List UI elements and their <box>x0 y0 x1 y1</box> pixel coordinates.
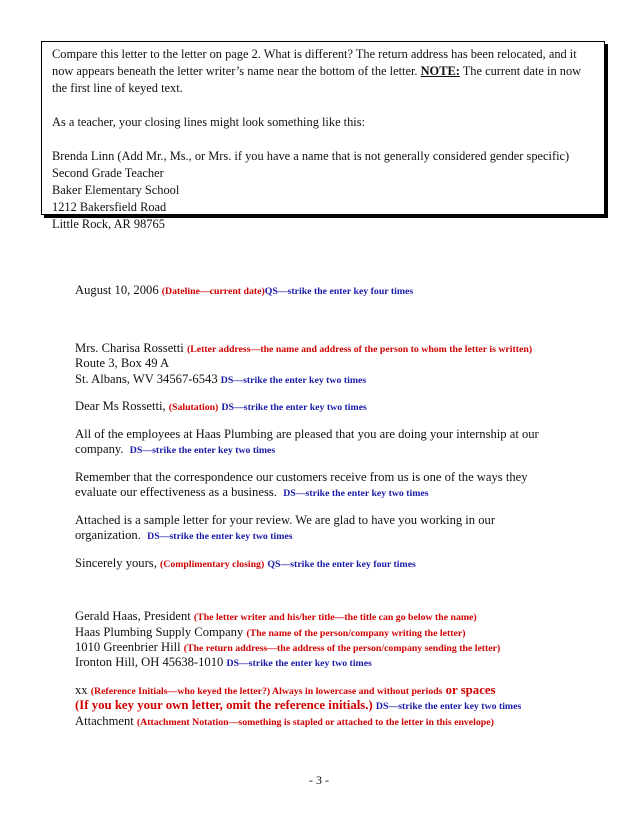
teacher-intro: As a teacher, your closing lines might look something like this: <box>52 115 366 129</box>
reference-initials: xx (Reference Initials—who keyed the letter?) Always in lowercase and without periods or spaces <box>75 683 496 697</box>
sample-signature-name: Brenda Linn (Add Mr., Ms., or Mrs. if you have a name that is not generally considered gender specific) <box>52 149 570 163</box>
writer-name: Gerald Haas, President (The letter writer and his/her title—the title can go below the name) <box>75 609 477 623</box>
sample-signature-title: Second Grade Teacher <box>52 166 164 180</box>
writer-city: Ironton Hill, OH 45638-1010 DS—strike the enter key two times <box>75 655 372 669</box>
body-paragraph-1-end: company. DS—strike the enter key two times <box>75 442 276 456</box>
reference-initials-note: (If you key your own letter, omit the reference initials.) DS—strike the enter key two times <box>75 698 522 712</box>
note-label: NOTE: <box>420 64 460 78</box>
inside-address-city: St. Albans, WV 34567-6543 DS—strike the enter key two times <box>75 372 367 386</box>
inside-address-street: Route 3, Box 49 A <box>75 356 170 370</box>
body-paragraph-2: Remember that the correspondence our customers receive from us is one of the ways they <box>75 470 528 484</box>
complimentary-closing: Sincerely yours, (Complimentary closing) QS—strike the enter key four times <box>75 556 416 570</box>
instruction-text: Compare this letter to the letter on page 2. What is different? The return address has been relocated, and it now appears beneath the letter writer’s name near the bottom of the letter. NOTE: The current date in now the first line of keyed text. <box>52 47 582 95</box>
page-number: - 3 - <box>309 773 329 787</box>
sample-signature-street: 1212 Bakersfield Road <box>52 200 167 214</box>
inside-address-name: Mrs. Charisa Rossetti (Letter address—the name and address of the person to whom the letter is written) <box>75 341 533 355</box>
attachment-notation: Attachment (Attachment Notation—something is stapled or attached to the letter in this envelope) <box>75 714 494 728</box>
sample-signature-school: Baker Elementary School <box>52 183 180 197</box>
writer-company: Haas Plumbing Supply Company (The name of the person/company writing the letter) <box>75 625 466 639</box>
body-paragraph-3: Attached is a sample letter for your review. We are glad to have you working in our <box>75 513 496 527</box>
writer-street: 1010 Greenbrier Hill (The return address—the address of the person/company sending the letter) <box>75 640 501 654</box>
dateline: August 10, 2006 (Dateline—current date)QS—strike the enter key four times <box>75 283 414 297</box>
instruction-box <box>41 41 605 231</box>
salutation: Dear Ms Rossetti, (Salutation) DS—strike the enter key two times <box>75 399 367 413</box>
sample-signature-city: Little Rock, AR 98765 <box>52 217 165 231</box>
body-paragraph-3-end: organization. DS—strike the enter key two times <box>75 528 293 542</box>
body-paragraph-2-end: evaluate our effectiveness as a business. DS—strike the enter key two times <box>75 485 429 499</box>
body-paragraph-1: All of the employees at Haas Plumbing are pleased that you are doing your internship at our <box>75 427 539 441</box>
